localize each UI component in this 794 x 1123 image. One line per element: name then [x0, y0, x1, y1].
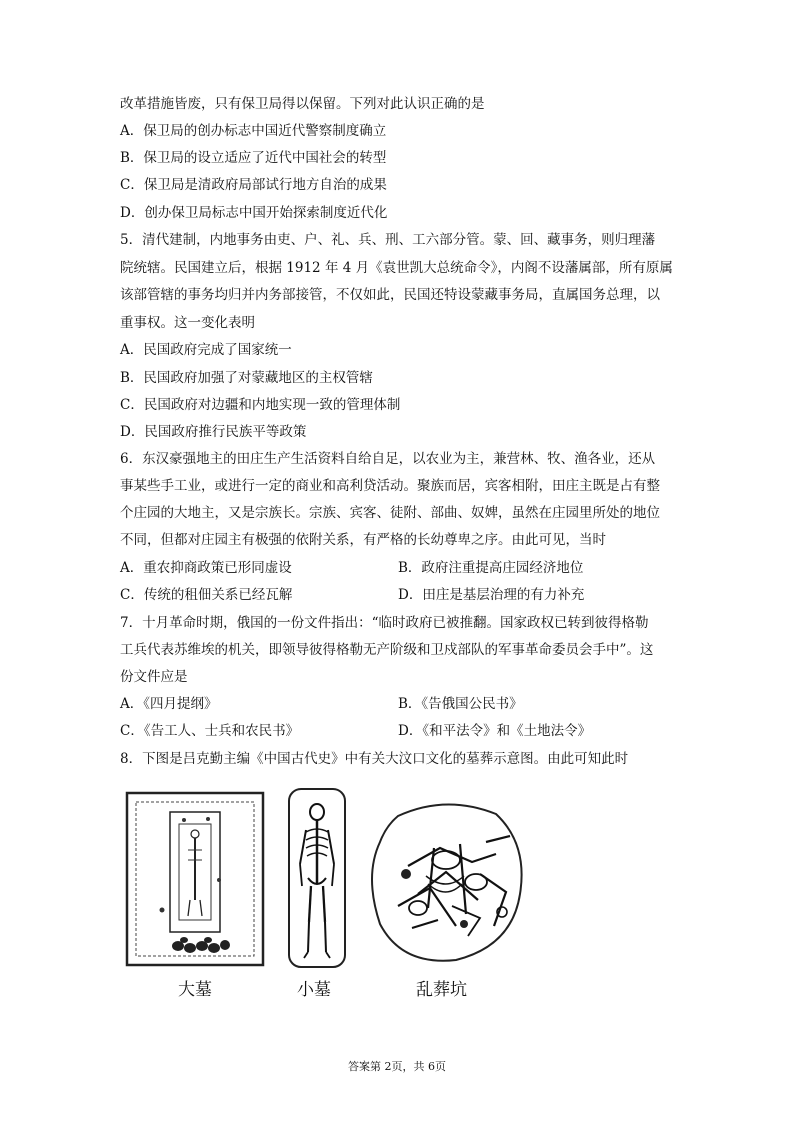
q6-option-d: D．田庄是基层治理的有力补充	[398, 587, 585, 603]
q4-stem-tail: 改革措施皆废，只有保卫局得以保留。下列对此认识正确的是	[120, 96, 485, 112]
q7-option-d: D．《和平法令》和《土地法令》	[398, 723, 592, 739]
q5-stem-line: 重事权。这一变化表明	[120, 315, 255, 331]
q7-option-c: C．《告工人、士兵和农民书》	[120, 723, 300, 739]
page-footer: 答案第 2页，共 6页	[348, 1060, 446, 1073]
q5-option-c: C．民国政府对边疆和内地实现一致的管理体制	[120, 397, 401, 413]
q7-option-b: B．《告俄国公民书》	[398, 696, 523, 712]
large-tomb-illustration	[124, 790, 266, 968]
q6-option-a: A．重农抑商政策已形同虚设	[120, 560, 292, 576]
q6-stem-line: 个庄园的大地主，又是宗族长。宗族、宾客、徒附、部曲、奴婢，虽然在庄园里所处的地位	[120, 505, 660, 521]
q5-stem-line: 该部管辖的事务均归并内务部接管，不仅如此，民国还特设蒙藏事务局，直属国务总理，以	[120, 287, 660, 303]
q5-option-a: A．民国政府完成了国家统一	[120, 342, 292, 358]
q4-option-c: C．保卫局是清政府局部试行地方自治的成果	[120, 177, 387, 193]
q5-stem-line: 院统辖。民国建立后，根据 1912 年 4 月《袁世凯大总统命令》，内阁不设藩属部，所有原属	[120, 260, 673, 276]
q4-option-b: B．保卫局的设立适应了近代中国社会的转型	[120, 150, 387, 166]
q6-stem-line: 不同，但都对庄园主有极强的依附关系，有严格的长幼尊卑之序。由此可见，当时	[120, 532, 606, 548]
q7-stem-line: 份文件应是	[120, 669, 188, 685]
q7-stem-line: 7．十月革命时期，俄国的一份文件指出：“临时政府已被推翻。国家政权已转到彼得格勒	[120, 615, 649, 631]
q6-option-b: B．政府注重提高庄园经济地位	[398, 560, 584, 576]
label-small-tomb: 小墓	[297, 980, 331, 1000]
q5-stem-line: 5．清代建制，内地事务由吏、户、礼、兵、刑、工六部分管。蒙、回、藏事务，则归理藩	[120, 232, 656, 248]
q8-stem: 8．下图是吕克勤主编《中国古代史》中有关大汶口文化的墓葬示意图。由此可知此时	[120, 751, 629, 767]
q6-stem-line: 6．东汉豪强地主的田庄生产生活资料自给自足，以农业为主，兼营林、牧、渔各业，还从	[120, 451, 656, 467]
small-tomb-illustration	[286, 786, 348, 970]
label-large-tomb: 大墓	[178, 980, 212, 1000]
burial-pit-illustration	[368, 796, 526, 966]
label-burial-pit: 乱葬坑	[416, 980, 467, 1000]
q4-option-d: D．创办保卫局标志中国开始探索制度近代化	[120, 205, 388, 221]
q5-option-b: B．民国政府加强了对蒙藏地区的主权管辖	[120, 370, 373, 386]
q7-option-a: A．《四月提纲》	[120, 696, 218, 712]
q4-option-a: A．保卫局的创办标志中国近代警察制度确立	[120, 123, 387, 139]
q5-option-d: D．民国政府推行民族平等政策	[120, 424, 307, 440]
q6-option-c: C．传统的租佃关系已经瓦解	[120, 587, 293, 603]
q6-stem-line: 事某些手工业，或进行一定的商业和高利贷活动。聚族而居，宾客相附，田庄主既是占有整	[120, 478, 660, 494]
q7-stem-line: 工兵代表苏维埃的机关，即领导彼得格勒无产阶级和卫戍部队的军事革命委员会手中”。这	[120, 642, 654, 658]
